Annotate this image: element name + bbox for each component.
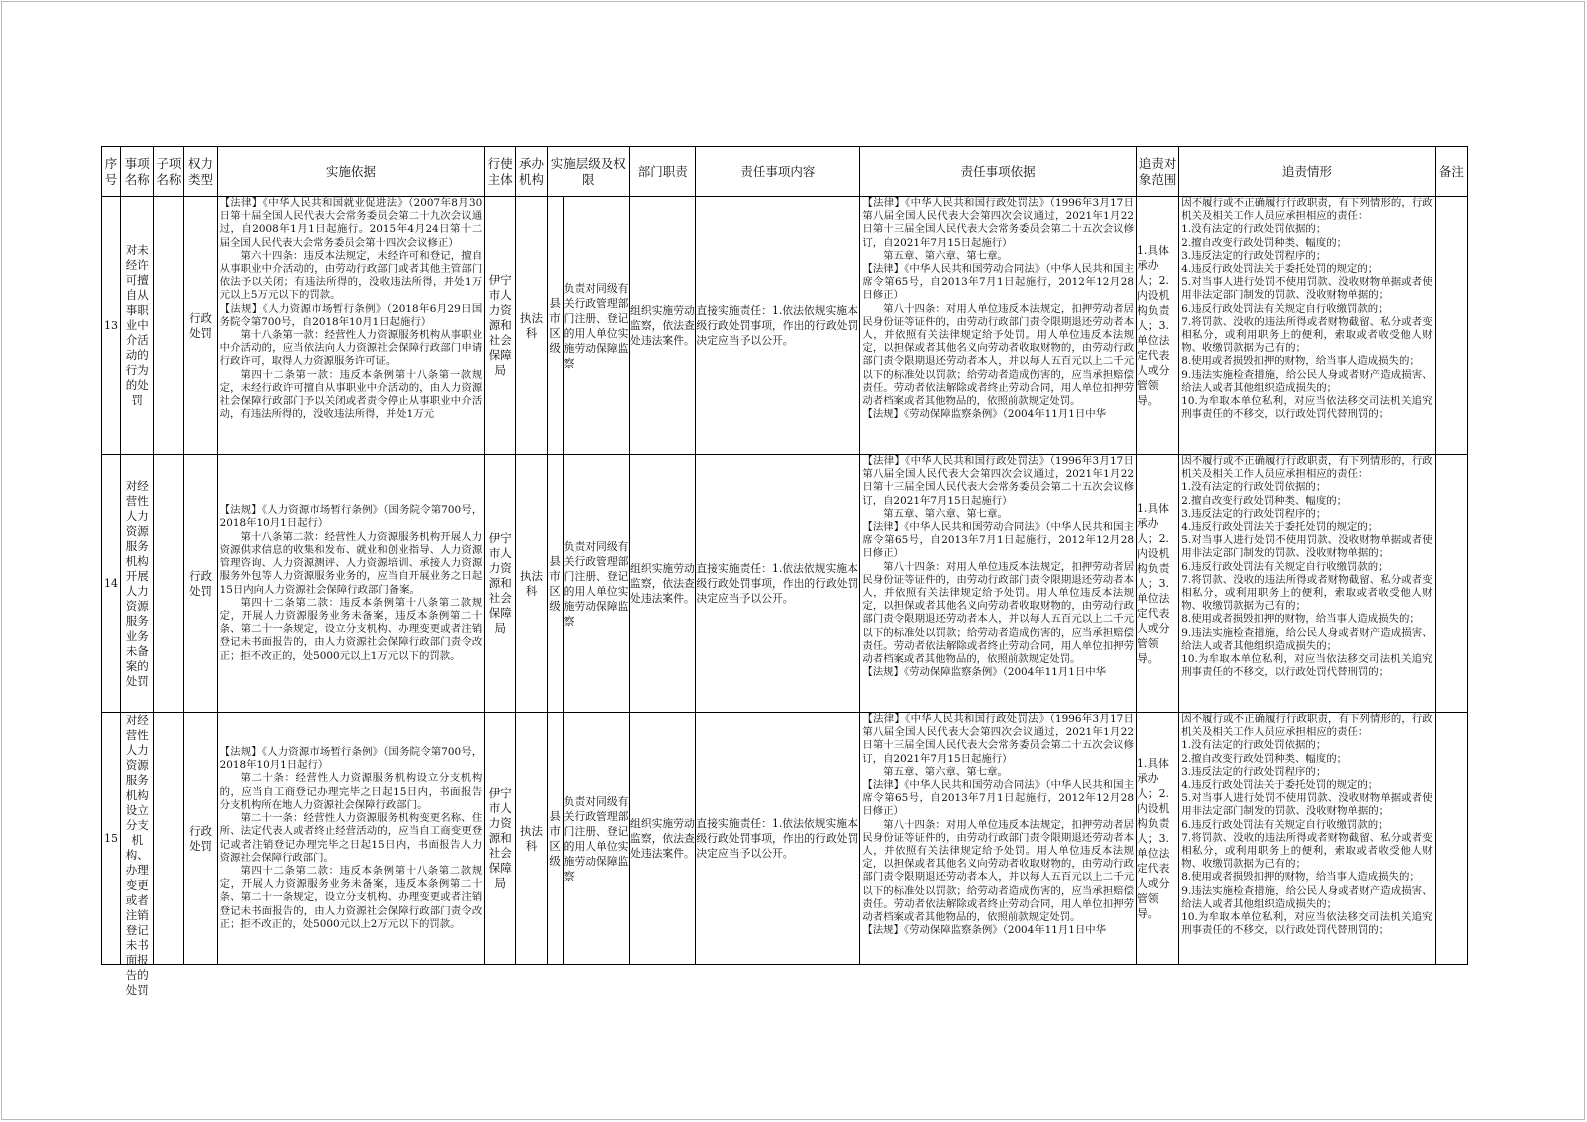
paragraph: 【法规】《劳动保障监察条例》（2004年11月1日中华 [862, 666, 1107, 679]
paragraph: 9.违法实施检查措施，给公民人身或者财产造成损害、给法人或者其他组织造成损失的； [1181, 368, 1433, 394]
row-account-case [1179, 455, 1435, 713]
paragraph: 【法律】《中华人民共和国行政处罚法》（1996年3月17日第八届全国人民代表大会第四次会议通过，2021年1月22日第十三届全国人民代表大会常务委员会第二十五次会议修订，自2021年7月15日起施行） [862, 713, 1134, 765]
paragraph: 第四十二条第一款：违反本条例第十八条第一款规定，未经行政许可擅自从事职业中介活动的，由人力资源社会保障行政部门予以关闭或者责令停止从事职业中介活动，有违法所得的，没收违法所得，并处1万元 [219, 368, 483, 421]
header-sub-item: 子项名称 [154, 147, 184, 197]
paragraph: 第十八条第二款：经营性人力资源服务机构开展人力资源供求信息的收集和发布、就业和创业指导、人力资源管理咨询、人力资源测评、人力资源培训、承接人力资源服务外包等人力资源服务业务的，应当自开展业务之日起15日内向人力资源社会保障行政部门备案。 [219, 530, 483, 596]
row-item-name: 对经营性人力资源服务机构设立分支机构、办理变更或者注销登记未书面报告的处罚 [121, 713, 154, 965]
paragraph: 2.擅自改变行政处罚种类、幅度的； [1181, 494, 1347, 507]
header-undertaker: 承办机构 [516, 147, 547, 197]
header-account-scope: 追责对象范围 [1136, 147, 1178, 197]
paragraph: 5.对当事人进行处罚不使用罚款、没收财物单据或者使用非法定部门制发的罚款、没收财物单据的； [1181, 276, 1433, 302]
paragraph: 【法律】《中华人民共和国劳动合同法》（中华人民共和国主席令第65号，自2013年7月1日起施行，2012年12月28日修正） [862, 779, 1134, 818]
row-undertaker: 执法科 [516, 197, 547, 455]
paragraph: 10.为牟取本单位私利，对应当依法移交司法机关追究刑事责任的不移交，以行政处罚代替刑罚的； [1181, 653, 1433, 679]
paragraph: 【法律】《中华人民共和国行政处罚法》（1996年3月17日第八届全国人民代表大会第四次会议通过，2021年1月22日第十三届全国人民代表大会常务委员会第二十五次会议修订，自2021年7月15日起施行） [862, 455, 1134, 507]
row-basis [217, 713, 485, 965]
paragraph: 10.为牟取本单位私利，对应当依法移交司法机关追究刑事责任的不移交，以行政处罚代替刑罚的； [1181, 911, 1433, 937]
paragraph: 第五章、第六章、第七章。 [883, 249, 1008, 262]
row-undertaker: 执法科 [516, 455, 547, 713]
header-resp-basis: 责任事项依据 [860, 147, 1137, 197]
row-resp-basis [860, 455, 1137, 713]
paragraph: 6.违反行政处罚法有关规定自行收缴罚款的； [1181, 560, 1389, 573]
row-level: 县市区级 [547, 197, 563, 455]
row-subject: 伊宁市人力资源和社会保障局 [485, 455, 516, 713]
row-sub-item [154, 455, 184, 713]
paragraph: 9.违法实施检查措施，给公民人身或者财产造成损害、给法人或者其他组织造成损失的； [1181, 626, 1433, 652]
paragraph: 7.将罚款、没收的违法所得或者财物截留、私分或者变相私分，或利用职务上的便利，索取或者收受他人财物、收缴罚款据为己有的； [1181, 573, 1433, 613]
power-list-table [101, 146, 1468, 997]
header-row [102, 147, 1468, 197]
paragraph: 【法律】《中华人民共和国劳动合同法》（中华人民共和国主席令第65号，自2013年7月1日起施行，2012年12月28日修正） [862, 263, 1134, 302]
row-level-desc: 负责对同级有关行政管理部门注册、登记的用人单位实施劳动保障监察 [563, 713, 629, 965]
paragraph: 因不履行或不正确履行行政职责，有下列情形的，行政机关及相关工作人员应承担相应的责任： [1181, 713, 1433, 739]
paragraph: 第二十条：经营性人力资源服务机构设立分支机构的，应当自工商登记办理完毕之日起15日内，书面报告分支机构所在地人力资源社会保障行政部门。 [219, 772, 483, 811]
paragraph: 第五章、第六章、第七章。 [883, 765, 1008, 778]
paragraph: 6.违反行政处罚法有关规定自行收缴罚款的； [1181, 302, 1389, 315]
row-level: 县市区级 [547, 455, 563, 713]
header-dept-duty: 部门职责 [630, 147, 696, 197]
paragraph: 【法规】《人力资源市场暂行条例》（国务院令第700号，2018年10月1日起行） [219, 746, 483, 772]
paragraph: 第六十四条：违反本法规定，未经许可和登记，擅自从事职业中介活动的，由劳动行政部门或者其他主管部门依法予以关闭；有违法所得的，没收违法所得，并处1万元以上5万元以下的罚款。 [219, 249, 483, 302]
paragraph: 第五章、第六章、第七章。 [883, 507, 1008, 520]
paragraph: 第四十二条第二款：违反本条例第十八条第二款规定，开展人力资源服务业务未备案，违反本条例第二十条、第二十一条规定，设立分支机构、办理变更或者注销登记未书面报告的，由人力资源社会保障行政部门责令改正；拒不改正的，处5000元以上1万元以下的罚款。 [219, 596, 483, 662]
row-account-scope: 1.具体承办人；2.内设机构负责人；3.单位法定代表人或分管领导。 [1136, 197, 1178, 455]
resp-basis-text [860, 713, 1136, 964]
row-sub-item [154, 197, 184, 455]
basis-text [218, 197, 485, 454]
paragraph: 9.违法实施检查措施，给公民人身或者财产造成损害、给法人或者其他组织造成损失的； [1181, 884, 1433, 910]
paragraph: 4.违反行政处罚法关于委托处罚的规定的； [1181, 263, 1379, 276]
paragraph: 5.对当事人进行处罚不使用罚款、没收财物单据或者使用非法定部门制发的罚款、没收财物单据的； [1181, 534, 1433, 560]
paragraph: 8.使用或者损毁扣押的财物，给当事人造成损失的； [1181, 613, 1420, 626]
paragraph: 第八十四条：对用人单位违反本法规定，扣押劳动者居民身份证等证件的，由劳动行政部门责令限期退还劳动者本人，并依照有关法律规定给予处罚。用人单位违反本法规定，以担保或者其他名义向劳动者收取财物的，由劳动行政部门责令限期退还劳动者本人，并以每人五百元以上二千元以下的标准处以罚款；给劳动者造成伤害的，应当承担赔偿责任。劳动者依法解除或者终止劳动合同，用人单位扣押劳动者档案或者其他物品的，依照前款规定处罚。 [862, 560, 1134, 666]
paragraph: 6.违反行政处罚法有关规定自行收缴罚款的； [1181, 818, 1389, 831]
row-dept-duty: 组织实施劳动监察，依法查处违法案件。 [630, 455, 696, 713]
paragraph: 5.对当事人进行处罚不使用罚款、没收财物单据或者使用非法定部门制发的罚款、没收财物单据的； [1181, 792, 1433, 818]
paragraph: 第八十四条：对用人单位违反本法规定，扣押劳动者居民身份证等证件的，由劳动行政部门责令限期退还劳动者本人，并依照有关法律规定给予处罚。用人单位违反本法规定，以担保或者其他名义向劳动者收取财物的，由劳动行政部门责令限期退还劳动者本人，并以每人五百元以上二千元以下的标准处以罚款；给劳动者造成伤害的，应当承担赔偿责任。劳动者依法解除或者终止劳动合同，用人单位扣押劳动者档案或者其他物品的，依照前款规定处罚。 [862, 818, 1134, 924]
paragraph: 【法规】《人力资源市场暂行条例》（国务院令第700号，2018年10月1日起行） [219, 504, 483, 530]
paragraph: 7.将罚款、没收的违法所得或者财物截留、私分或者变相私分，或利用职务上的便利，索取或者收受他人财物、收缴罚款据为己有的； [1181, 831, 1433, 871]
paragraph: 【法律】《中华人民共和国行政处罚法》（1996年3月17日第八届全国人民代表大会第四次会议通过，2021年1月22日第十三届全国人民代表大会常务委员会第二十五次会议修订，自2021年7月15日起施行） [862, 197, 1134, 249]
table-row [102, 713, 1468, 965]
paragraph: 3.违反法定的行政处罚程序的； [1181, 507, 1327, 520]
row-item-name: 对未经许可擅自从事职业中介活动的行为的处罚 [121, 197, 154, 455]
header-power-type: 权力类型 [184, 147, 217, 197]
header-level: 实施层级及权限 [547, 147, 629, 197]
row-power-type: 行政处罚 [184, 197, 217, 455]
row-resp-basis [860, 197, 1137, 455]
paragraph: 3.违反法定的行政处罚程序的； [1181, 765, 1327, 778]
header-remark: 备注 [1435, 147, 1467, 197]
row-subject: 伊宁市人力资源和社会保障局 [485, 197, 516, 455]
row-power-type: 行政处罚 [184, 713, 217, 965]
paragraph: 2.擅自改变行政处罚种类、幅度的； [1181, 236, 1347, 249]
paragraph: 第十八条第一款：经营性人力资源服务机构从事职业中介活动的，应当依法向人力资源社会保障行政部门申请行政许可，取得人力资源服务许可证。 [219, 329, 483, 368]
row-resp-content: 直接实施责任：1.依法依规实施本级行政处罚事项，作出的行政处罚决定应当予以公开。 [696, 455, 860, 713]
paragraph: 8.使用或者损毁扣押的财物，给当事人造成损失的； [1181, 355, 1420, 368]
table-row [102, 197, 1468, 455]
row-seq: 14 [102, 455, 121, 713]
paragraph: 7.将罚款、没收的违法所得或者财物截留、私分或者变相私分，或利用职务上的便利，索取或者收受他人财物、收缴罚款据为己有的； [1181, 315, 1433, 355]
paragraph: 2.擅自改变行政处罚种类、幅度的； [1181, 752, 1347, 765]
basis-text [218, 713, 485, 964]
row-subject: 伊宁市人力资源和社会保障局 [485, 713, 516, 965]
row-account-case [1179, 197, 1435, 455]
paragraph: 【法规】《劳动保障监察条例》（2004年11月1日中华 [862, 924, 1107, 937]
basis-text [218, 455, 485, 712]
row-level: 县市区级 [547, 713, 563, 965]
row-item-name: 对经营性人力资源服务机构开展人力资源服务业务未备案的处罚 [121, 455, 154, 713]
header-basis: 实施依据 [217, 147, 485, 197]
paragraph: 【法律】《中华人民共和国劳动合同法》（中华人民共和国主席令第65号，自2013年7月1日起施行，2012年12月28日修正） [862, 521, 1134, 560]
paragraph: 因不履行或不正确履行行政职责，有下列情形的，行政机关及相关工作人员应承担相应的责任： [1181, 455, 1433, 481]
paragraph: 1.没有法定的行政处罚依据的； [1181, 223, 1327, 236]
paragraph: 4.违反行政处罚法关于委托处罚的规定的； [1181, 779, 1379, 792]
row-remark [1435, 455, 1467, 713]
row-level-desc: 负责对同级有关行政管理部门注册、登记的用人单位实施劳动保障监察 [563, 455, 629, 713]
paragraph: 【法律】《中华人民共和国就业促进法》（2007年8月30日第十届全国人民代表大会常务委员会第二十九次会议通过，自2008年1月1日起施行。2015年4月24日第十二届全国人民代表大会常务委员会第十四次会议修正） [219, 197, 483, 249]
row-resp-basis [860, 713, 1137, 965]
paragraph: 10.为牟取本单位私利，对应当依法移交司法机关追究刑事责任的不移交，以行政处罚代替刑罚的； [1181, 395, 1433, 421]
account-case-text [1179, 455, 1434, 712]
account-case-text [1179, 197, 1434, 454]
header-account-case: 追责情形 [1179, 147, 1435, 197]
row-seq: 15 [102, 713, 121, 965]
row-resp-content: 直接实施责任：1.依法依规实施本级行政处罚事项，作出的行政处罚决定应当予以公开。 [696, 713, 860, 965]
row-undertaker: 执法科 [516, 713, 547, 965]
paragraph: 3.违反法定的行政处罚程序的； [1181, 249, 1327, 262]
row-dept-duty: 组织实施劳动监察，依法查处违法案件。 [630, 197, 696, 455]
paragraph: 第二十一条：经营性人力资源服务机构变更名称、住所、法定代表人或者终止经营活动的，应当自工商变更登记或者注销登记办理完毕之日起15日内，书面报告人力资源社会保障行政部门。 [219, 812, 483, 864]
paragraph: 第八十四条：对用人单位违反本法规定，扣押劳动者居民身份证等证件的，由劳动行政部门责令限期退还劳动者本人，并依照有关法律规定给予处罚。用人单位违反本法规定，以担保或者其他名义向劳动者收取财物的，由劳动行政部门责令限期退还劳动者本人，并以每人五百元以上二千元以下的标准处以罚款；给劳动者造成伤害的，应当承担赔偿责任。劳动者依法解除或者终止劳动合同，用人单位扣押劳动者档案或者其他物品的，依照前款规定处罚。 [862, 302, 1134, 408]
paragraph: 【法规】《人力资源市场暂行条例》（2018年6月29日国务院令第700号，自2018年10月1日起施行） [219, 302, 483, 328]
row-sub-item [154, 713, 184, 965]
row-dept-duty: 组织实施劳动监察，依法查处违法案件。 [630, 713, 696, 965]
row-resp-content: 直接实施责任：1.依法依规实施本级行政处罚事项，作出的行政处罚决定应当予以公开。 [696, 197, 860, 455]
paragraph: 1.没有法定的行政处罚依据的； [1181, 481, 1327, 494]
account-case-text [1179, 713, 1434, 964]
header-item-name: 事项名称 [121, 147, 154, 197]
row-seq: 13 [102, 197, 121, 455]
paragraph: 【法规】《劳动保障监察条例》（2004年11月1日中华 [862, 408, 1107, 421]
table-row [102, 455, 1468, 713]
header-resp-content: 责任事项内容 [696, 147, 860, 197]
row-basis [217, 197, 485, 455]
row-remark [1435, 713, 1467, 965]
paragraph: 1.没有法定的行政处罚依据的； [1181, 739, 1327, 752]
resp-basis-text [860, 455, 1136, 712]
paragraph: 4.违反行政处罚法关于委托处罚的规定的； [1181, 521, 1379, 534]
header-subject: 行使主体 [485, 147, 516, 197]
row-account-scope: 1.具体承办人；2.内设机构负责人；3.单位法定代表人或分管领导。 [1136, 713, 1178, 965]
row-account-case [1179, 713, 1435, 965]
row-level-desc: 负责对同级有关行政管理部门注册、登记的用人单位实施劳动保障监察 [563, 197, 629, 455]
row-account-scope: 1.具体承办人；2.内设机构负责人；3.单位法定代表人或分管领导。 [1136, 455, 1178, 713]
row-remark [1435, 197, 1467, 455]
paragraph: 第四十二条第二款：违反本条例第十八条第二款规定，开展人力资源服务业务未备案，违反本条例第二十条、第二十一条规定，设立分支机构、办理变更或者注销登记未书面报告的，由人力资源社会保障行政部门责令改正；拒不改正的，处5000元以上2万元以下的罚款。 [219, 864, 483, 930]
row-power-type: 行政处罚 [184, 455, 217, 713]
paragraph: 因不履行或不正确履行行政职责，有下列情形的，行政机关及相关工作人员应承担相应的责任： [1181, 197, 1433, 223]
header-seq: 序号 [102, 147, 121, 197]
row-basis [217, 455, 485, 713]
resp-basis-text [860, 197, 1136, 454]
paragraph: 8.使用或者损毁扣押的财物，给当事人造成损失的； [1181, 871, 1420, 884]
